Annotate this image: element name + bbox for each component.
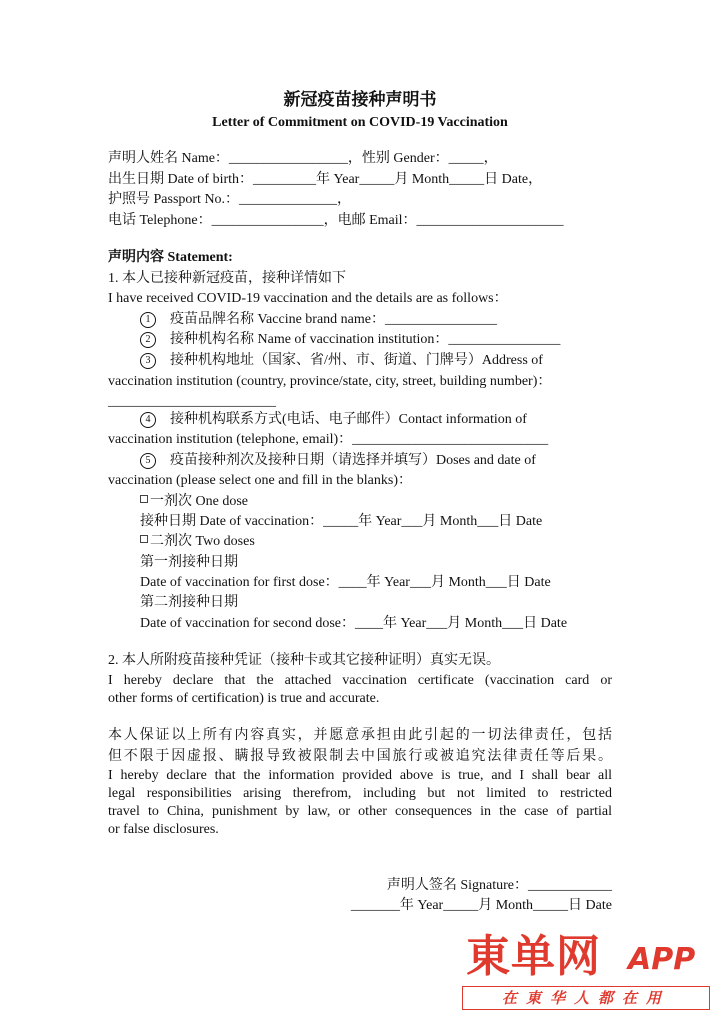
title-english: Letter of Commitment on COVID-19 Vaccination xyxy=(212,115,508,130)
phone-email-line: 电话 Telephone：________________，电邮 Email：_____________________ xyxy=(108,213,564,228)
pledge-chinese-line1: 本人保证以上所有内容真实，并愿意承担由此引起的一切法律责任，包括 xyxy=(108,728,612,743)
watermark-title: 東单网 xyxy=(466,931,601,982)
checkbox-icon[interactable] xyxy=(140,535,148,543)
sub-item-3-continuation: vaccination institution (country, province/state, city, street, building number)： xyxy=(108,374,552,389)
pledge-english-line4: or false disclosures. xyxy=(108,822,219,837)
circle-number-1: 1 xyxy=(140,312,156,328)
sub-item-5-continuation: vaccination (please select one and fill in the blanks)： xyxy=(108,473,413,488)
two-doses-label: 二剂次 Two doses xyxy=(150,534,255,549)
first-dose-label: 第一剂接种日期 xyxy=(140,555,238,570)
second-dose-date: Date of vaccination for second dose：____年 Year___月 Month___日 Date xyxy=(140,616,568,631)
title-chinese: 新冠疫苗接种声明书 xyxy=(283,90,437,109)
item2-english-line2: other forms of certification) is true and accurate. xyxy=(108,691,380,706)
pledge-chinese-line2: 但不限于因虚报、瞒报导致被限制去中国旅行或被追究法律责任等后果。 xyxy=(108,749,612,764)
sub-item-3-text: 接种机构地址（国家、省/州、市、街道、门牌号）Address of xyxy=(170,353,543,368)
two-doses-option[interactable] xyxy=(140,532,612,552)
one-dose-option[interactable] xyxy=(140,492,612,512)
sub-item-1 xyxy=(140,310,612,330)
sub-item-2-text: 接种机构名称 Name of vaccination institution：________________ xyxy=(170,332,561,347)
pledge-english-line1: I hereby declare that the information provided above is true, and I shall bear all xyxy=(108,768,612,783)
sub-item-5 xyxy=(140,451,612,471)
watermark-logo xyxy=(460,932,712,1012)
sub-item-3-blank: ________________________ xyxy=(108,394,276,409)
statement-heading: 声明内容 Statement: xyxy=(108,250,233,265)
circle-number-5: 5 xyxy=(140,453,156,469)
dob-line: 出生日期 Date of birth：_________年 Year_____月 Month_____日 Date， xyxy=(108,172,543,187)
sub-item-1-text: 疫苗品牌名称 Vaccine brand name：________________ xyxy=(170,312,497,327)
item1-chinese: 1. 本人已接种新冠疫苗，接种详情如下 xyxy=(108,271,346,286)
signature-date-line: _______年 Year_____月 Month_____日 Date xyxy=(350,898,612,913)
sub-item-4-continuation: vaccination institution (telephone, email)：____________________________ xyxy=(108,432,549,447)
circle-number-2: 2 xyxy=(140,332,156,348)
sub-item-2 xyxy=(140,330,612,350)
one-dose-label: 一剂次 One dose xyxy=(150,494,248,509)
watermark-slogan: 在東华人都在用 xyxy=(462,986,710,1010)
circle-number-4: 4 xyxy=(140,412,156,428)
signature-line: 声明人签名 Signature：____________ xyxy=(386,878,612,893)
one-dose-date: 接种日期 Date of vaccination：_____年 Year___月 Month___日 Date xyxy=(140,514,543,529)
circle-number-3: 3 xyxy=(140,353,156,369)
second-dose-label: 第二剂接种日期 xyxy=(140,595,238,610)
pledge-english-line2: legal responsibilities arising therefrom, including but not limited to restricted xyxy=(108,786,612,801)
name-gender-line: 声明人姓名 Name：_________________，性别 Gender：_____， xyxy=(108,151,498,166)
sub-item-4 xyxy=(140,410,612,430)
passport-line: 护照号 Passport No.：______________， xyxy=(108,192,352,207)
checkbox-icon[interactable] xyxy=(140,495,148,503)
sub-item-5-text: 疫苗接种剂次及接种日期（请选择并填写）Doses and date of xyxy=(170,453,536,468)
sub-item-3 xyxy=(140,351,612,371)
item2-english-line1: I hereby declare that the attached vaccination certificate (vaccination card or xyxy=(108,673,612,688)
item2-chinese: 2. 本人所附疫苗接种凭证（接种卡或其它接种证明）真实无误。 xyxy=(108,653,500,668)
sub-item-4-text: 接种机构联系方式(电话、电子邮件）Contact information of xyxy=(170,412,527,427)
item1-english: I have received COVID-19 vaccination and the details are as follows： xyxy=(108,291,508,306)
pledge-english-line3: travel to China, punishment by law, or other consequences in the case of partial xyxy=(108,804,612,819)
first-dose-date: Date of vaccination for first dose：____年 Year___月 Month___日 Date xyxy=(140,575,551,590)
watermark-app: APP xyxy=(628,942,696,977)
